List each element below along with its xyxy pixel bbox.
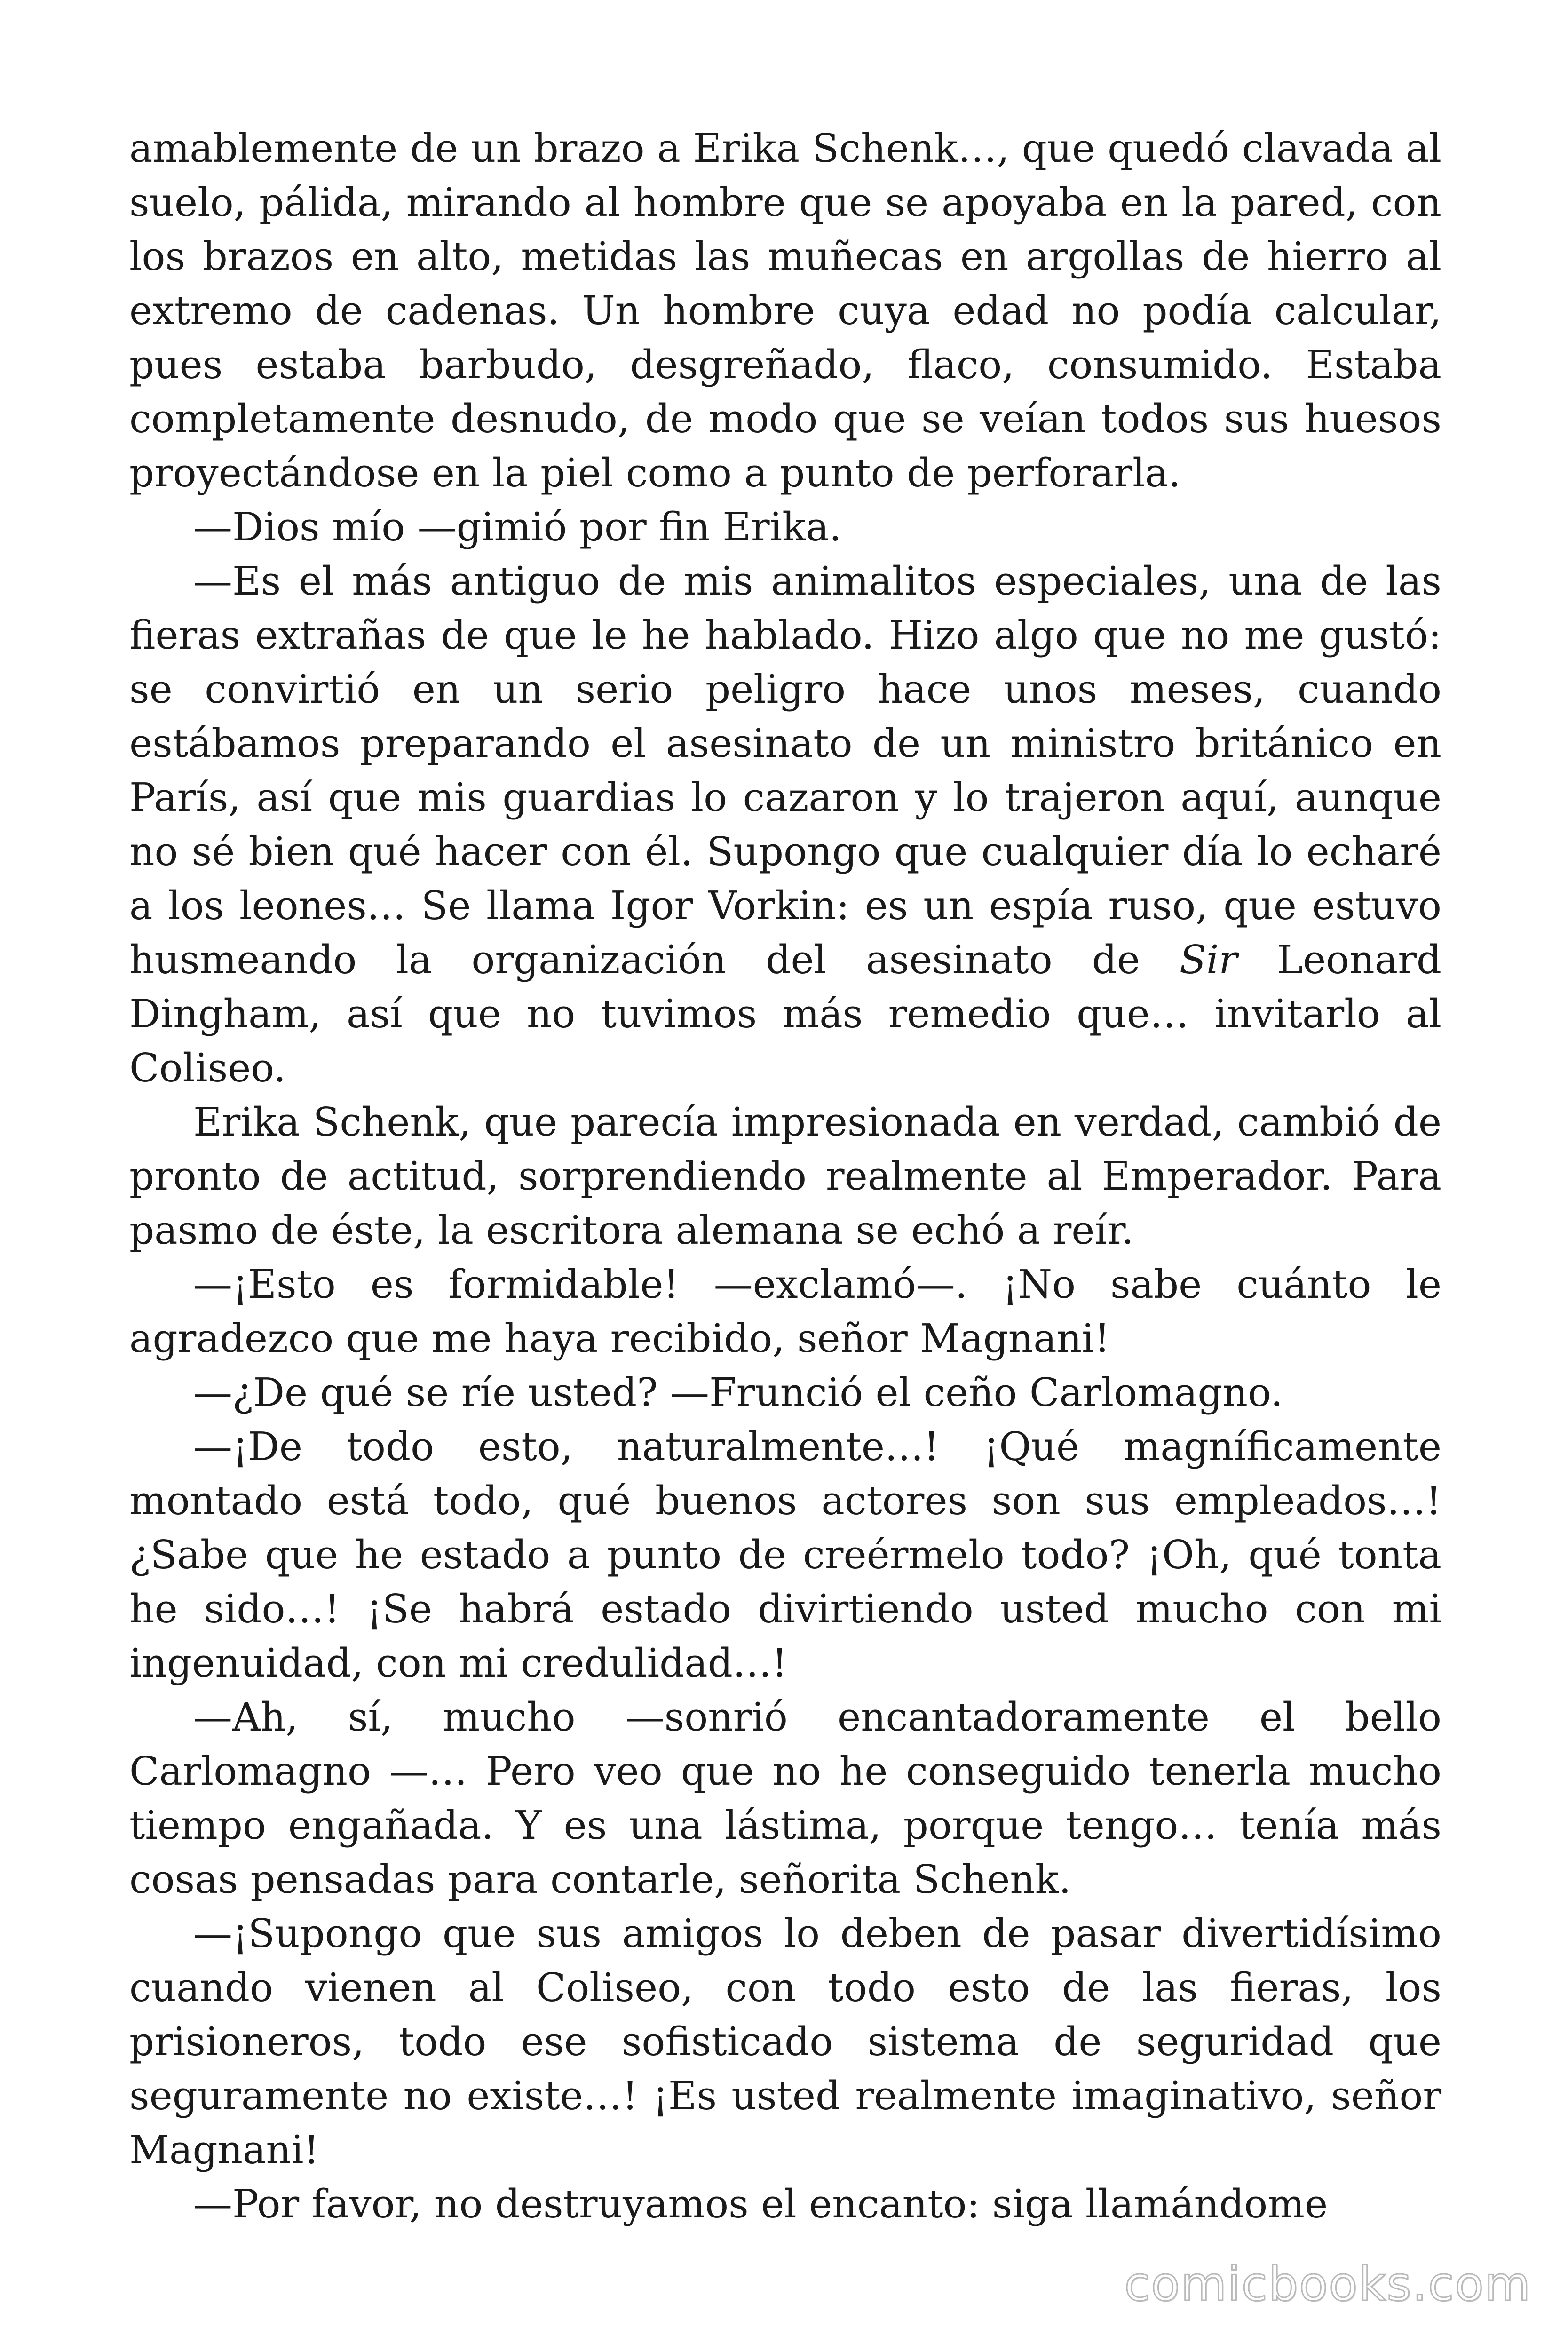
paragraph-3 [129,554,1441,1095]
paragraph-1 [129,121,1441,500]
paragraph-text: —Dios mío —gimió por fin Erika. [193,504,842,550]
paragraph-text: —¡Supongo que sus amigos lo deben de pasar divertidísimo cuando vienen al Coliseo, con todo esto de las fieras, los prisioneros, todo ese sofisticado sistema de seguridad que seguramente no existe…! ¡Es usted realmente imaginativo, señor Magnani! [129,1911,1441,2173]
paragraph-text: amablemente de un brazo a Erika Schenk…, que quedó clavada al suelo, pálida, mirando al hombre que se apoyaba en la pared, con los brazos en alto, metidas las muñecas en argollas de hierro al extremo de cadenas. Un hombre cuya edad no podía calcular, pues estaba barbudo, desgreñado, flaco, consumido. Estaba completamente desnudo, de modo que se veían todos sus huesos proyectándose en la piel como a punto de perforarla. [129,126,1441,496]
paragraph-text: Erika Schenk, que parecía impresionada en verdad, cambió de pronto de actitud, sorprendiendo realmente al Emperador. Para pasmo de éste, la escritora alemana se echó a reír. [129,1099,1441,1253]
paragraph-4 [129,1095,1441,1257]
paragraph-text: —Por favor, no destruyamos el encanto: siga llamándome [193,2181,1328,2227]
watermark: comicbooks.com [1124,2257,1531,2312]
paragraph-7 [129,1420,1441,1690]
paragraph-9 [129,1907,1441,2177]
page-text [129,121,1441,2231]
paragraph-2 [129,500,1441,554]
paragraph-6 [129,1366,1441,1420]
italic-title: Sir [1179,937,1238,983]
paragraph-text: —Es el más antiguo de mis animalitos especiales, una de las fieras extrañas de que le he hablado. Hizo algo que no me gustó: se convirtió en un serio peligro hace unos meses, cuando estábamos preparando el asesinato de un ministro británico en París, así que mis guardias lo cazaron y lo trajeron aquí, aunque no sé bien qué hacer con él. Supongo que cualquier día lo echaré a los leones… Se llama Igor Vorkin: es un espía ruso, que estuvo husmeando la organización del asesinato de [129,558,1441,983]
paragraph-text: —¡De todo esto, naturalmente…! ¡Qué magníficamente montado está todo, qué buenos actores son sus empleados…! ¿Sabe que he estado a punto de creérmelo todo? ¡Oh, qué tonta he sido…! ¡Se habrá estado divirtiendo usted mucho con mi ingenuidad, con mi credulidad…! [129,1424,1441,1686]
paragraph-text: Leonard Dingham, así que no tuvimos más remedio que… invitarlo al Coliseo. [129,937,1441,1091]
paragraph-8 [129,1690,1441,1907]
paragraph-text: —Ah, sí, mucho —sonrió encantadoramente el bello Carlomagno —… Pero veo que no he conseguido tenerla mucho tiempo engañada. Y es una lástima, porque tengo… tenía más cosas pensadas para contarle, señorita Schenk. [129,1694,1441,1902]
paragraph-text: —¿De qué se ríe usted? —Frunció el ceño Carlomagno. [193,1370,1283,1415]
paragraph-text: —¡Esto es formidable! —exclamó—. ¡No sabe cuánto le agradezco que me haya recibido, señor Magnani! [129,1262,1441,1361]
paragraph-5 [129,1257,1441,1366]
paragraph-10 [129,2177,1441,2231]
